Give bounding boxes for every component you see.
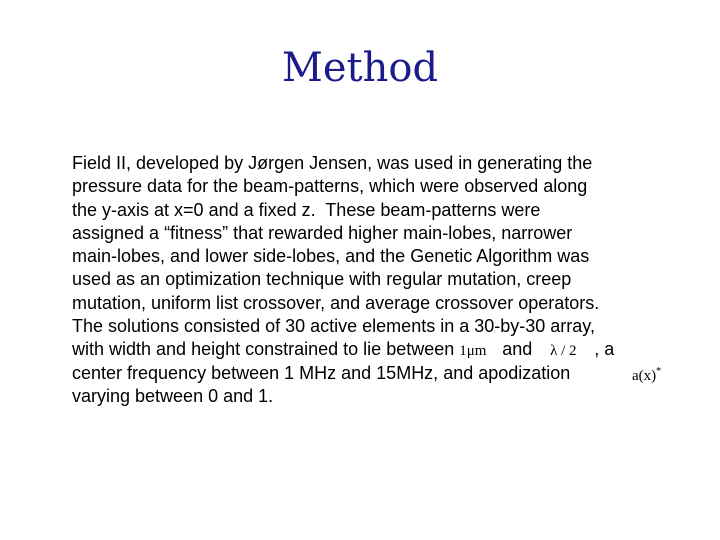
body-line-3: the y-axis at x=0 and a fixed z. These beam-patterns were — [72, 199, 541, 220]
body-line-5: main-lobes, and lower side-lobes, and the Genetic Algorithm was — [72, 246, 590, 267]
body-line-9 — [72, 338, 682, 361]
body-line-4: assigned a “fitness” that rewarded higher main-lobes, narrower — [72, 222, 573, 243]
line9-after: , a — [589, 339, 615, 360]
apodization-superscript: * — [656, 366, 662, 377]
body-line-11: varying between 0 and 1. — [72, 385, 274, 406]
micrometer-formula: 1μm — [459, 343, 487, 360]
body-line-1: Field II, developed by Jørgen Jensen, was used in generating the — [72, 153, 593, 173]
body-line-8: The solutions consisted of 30 active elements in a 30-by-30 array, — [72, 316, 595, 337]
lambda-half-formula: λ / 2 — [550, 343, 577, 360]
apodization-symbol: a(x) — [632, 368, 657, 384]
apodization-formula — [632, 366, 661, 385]
slide-title: Method — [281, 45, 439, 91]
body-line-6: used as an optimization technique with regular mutation, creep — [72, 269, 572, 290]
body-line-10: center frequency between 1 MHz and 15MHz, and apodization — [72, 362, 571, 383]
body-line-2: pressure data for the beam-patterns, which were observed along — [72, 176, 588, 197]
line9-before: with width and height constrained to lie between — [72, 339, 460, 360]
body-text — [72, 152, 682, 408]
body-line-7: mutation, uniform list crossover, and average crossover operators. — [72, 292, 600, 313]
line9-middle: and — [497, 339, 538, 360]
